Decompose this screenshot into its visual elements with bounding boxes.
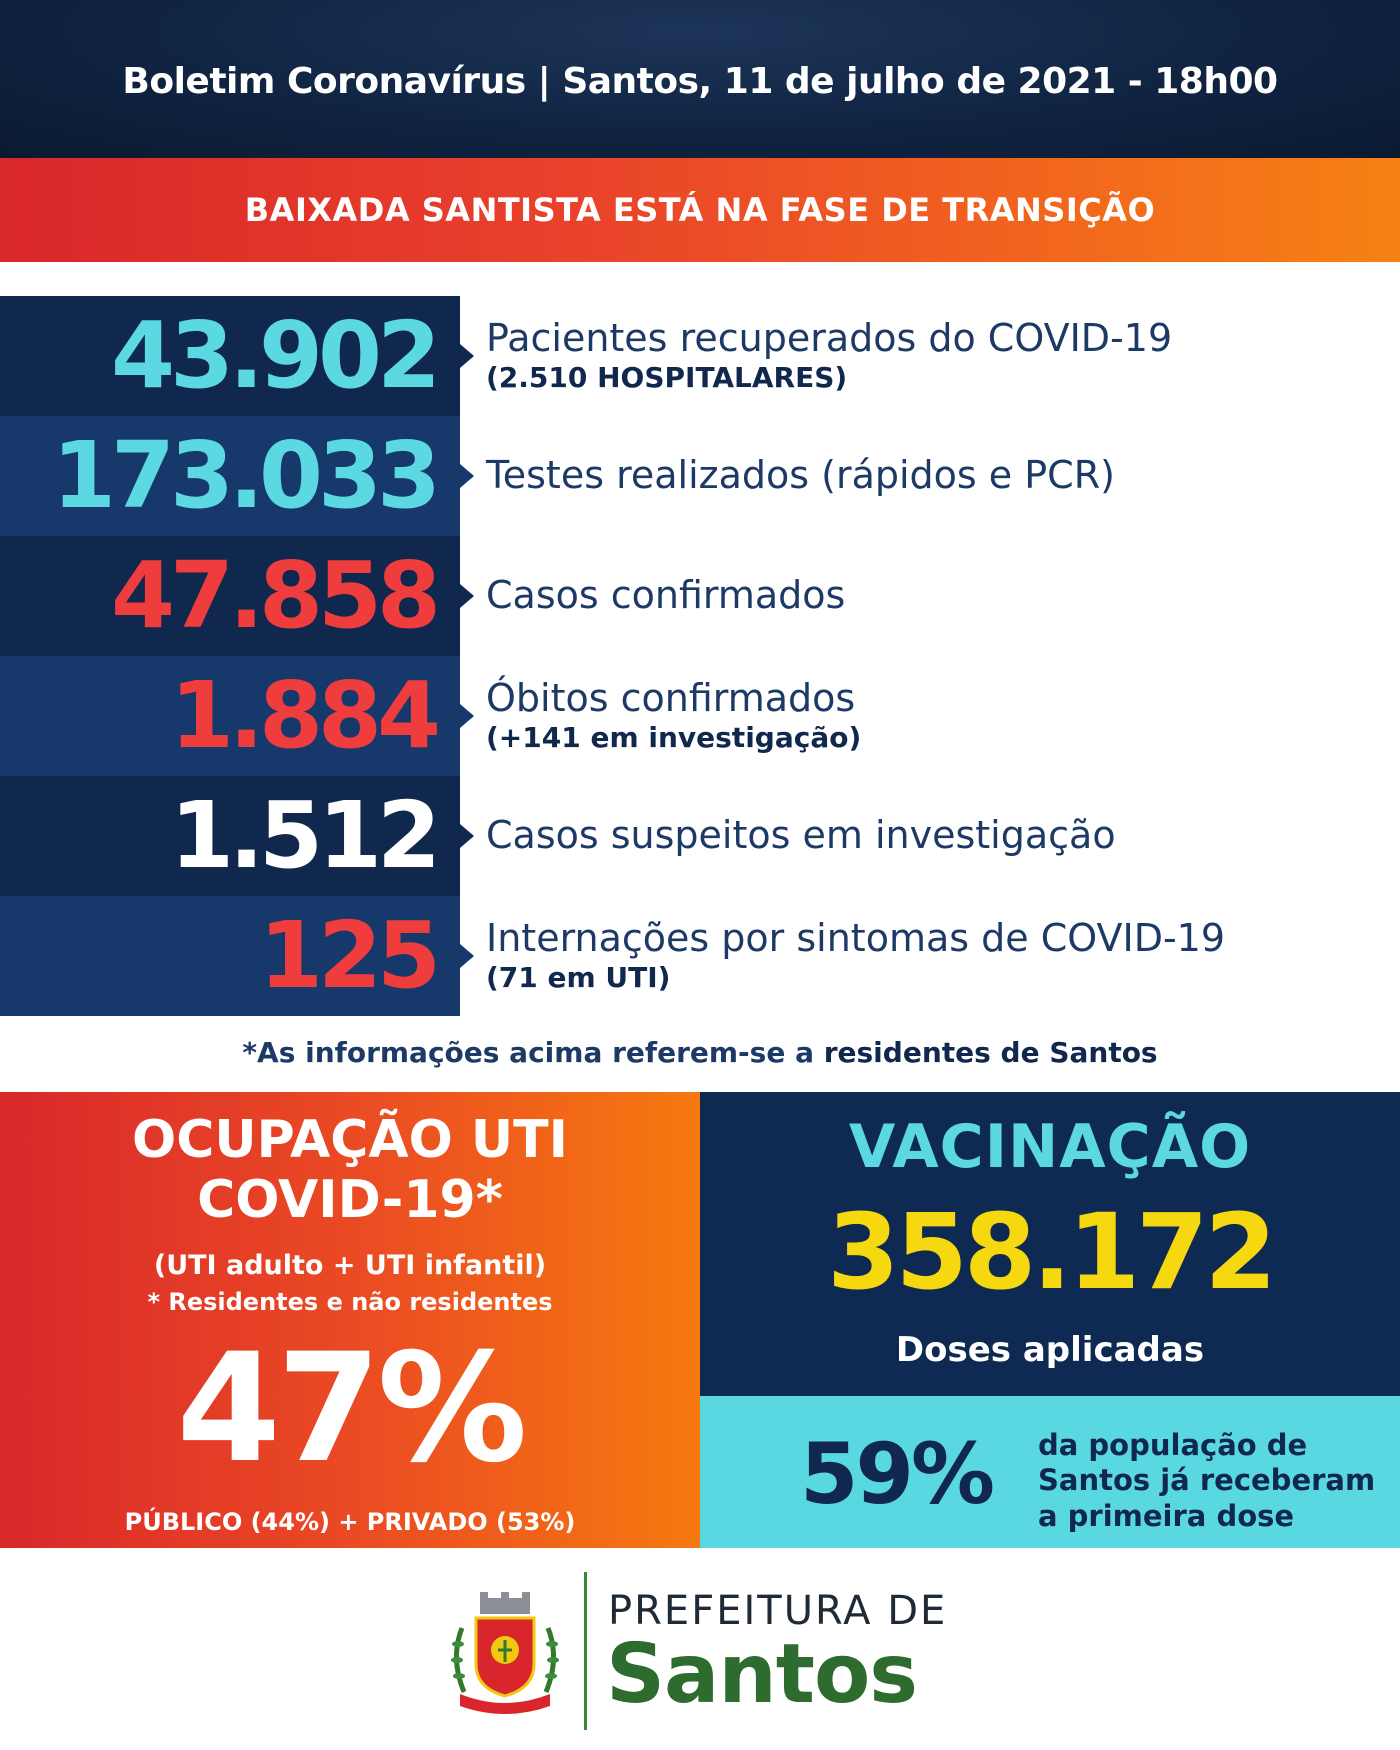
population-line1: da população de [1038,1428,1308,1462]
stat-label: Casos confirmados [486,573,846,618]
header-bar [0,0,1400,158]
note-bold: residentes de Santos [823,1036,1158,1069]
vaccination-title: VACINAÇÃO [848,1112,1252,1182]
stat-label: Pacientes recuperados do COVID-19 [486,316,1173,361]
stat-value-box [0,776,460,896]
uti-title-line1: OCUPAÇÃO UTI [132,1110,568,1170]
population-line3: a primeira dose [1038,1498,1295,1533]
uti-percent: 47% [176,1322,524,1496]
phase-banner [0,158,1400,262]
stat-value-box [0,296,460,416]
pointer-arrow-icon [460,584,474,608]
page-title: Boletim Coronavírus | Santos, 11 de julho de 2021 - 18h00 [122,60,1278,102]
brand-line2: Santos [606,1627,918,1722]
stat-value: 43.902 [110,302,436,409]
population-line2: Santos já receberam [1038,1463,1376,1498]
stat-row-suspected [0,776,1400,896]
uti-subtitle: (UTI adulto + UTI infantil) [153,1250,547,1281]
stat-sublabel: (+141 em investigação) [486,721,862,755]
stat-value-box [0,416,460,536]
stat-value-box [0,536,460,656]
stat-value: 47.858 [110,542,436,649]
vaccination-panel [700,1092,1400,1396]
uti-occupancy-panel [0,1092,700,1548]
footer-divider [584,1572,587,1730]
stat-label: Casos suspeitos em investigação [486,813,1116,858]
note-prefix: *As informações acima referem-se a [242,1036,824,1069]
stat-row-confirmed [0,536,1400,656]
stat-value-box [0,656,460,776]
stat-row-tests [0,416,1400,536]
phase-banner-text: BAIXADA SANTISTA ESTÁ NA FASE DE TRANSIÇÃO [244,191,1156,229]
uti-title-line2: COVID-19* [197,1170,503,1230]
stats-list [0,296,1400,1016]
stat-row-hospitalizations [0,896,1400,1016]
city-coat-of-arms-icon [446,1588,564,1714]
vaccination-doses-label: Doses aplicadas [895,1330,1205,1370]
pointer-arrow-icon [460,944,474,968]
stat-label: Internações por sintomas de COVID-19 [486,916,1226,961]
stat-value: 125 [258,902,436,1009]
vaccination-doses: 358.172 [827,1191,1273,1313]
stat-label: Testes realizados (rápidos e PCR) [486,453,1115,498]
population-panel [700,1396,1400,1548]
residents-note [0,1036,1400,1069]
footer [0,1548,1400,1750]
brand-line1: PREFEITURA DE [608,1588,948,1634]
stat-value: 173.033 [51,422,436,529]
stat-value: 1.512 [169,782,436,889]
pointer-arrow-icon [460,464,474,488]
stat-sublabel: (71 em UTI) [486,961,671,995]
pointer-arrow-icon [460,704,474,728]
stat-value-box [0,896,460,1016]
stat-value: 1.884 [169,662,436,769]
pointer-arrow-icon [460,824,474,848]
stat-row-recovered [0,296,1400,416]
stat-label: Óbitos confirmados [486,676,856,721]
population-percent: 59% [800,1425,993,1523]
stat-row-deaths [0,656,1400,776]
pointer-arrow-icon [460,344,474,368]
uti-split: PÚBLICO (44%) + PRIVADO (53%) [124,1508,576,1536]
uti-footnote: * Residentes e não residentes [147,1288,553,1316]
population-text [1038,1428,1375,1534]
stat-sublabel: (2.510 HOSPITALARES) [486,361,848,395]
